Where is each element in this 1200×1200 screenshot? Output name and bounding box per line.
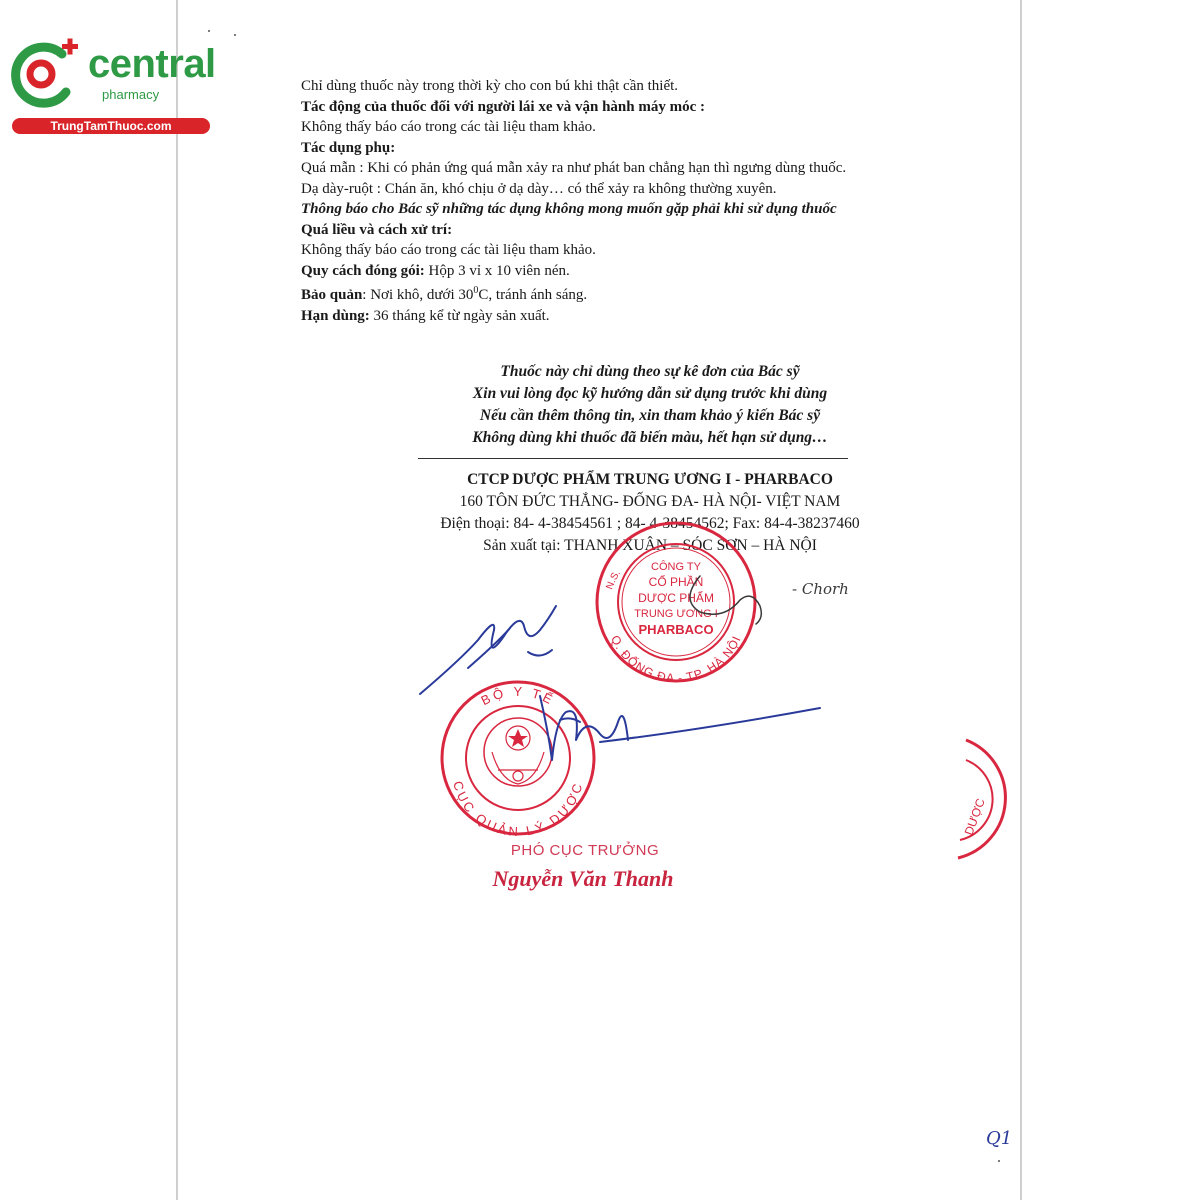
ministry-ring-top-text: BỘ Y TẾ bbox=[478, 683, 558, 709]
partial-stamp bbox=[958, 740, 1005, 858]
signature-pharbaco bbox=[690, 576, 761, 624]
pharbaco-center-line: PHARBACO bbox=[638, 622, 714, 637]
partial-stamp-text: DƯỢC bbox=[961, 796, 988, 838]
heading-driving: Tác động của thuốc đối với người lái xe và vận hành máy móc : bbox=[301, 98, 705, 115]
storage-text-b: C, tránh ánh sáng. bbox=[478, 287, 588, 303]
scan-speck bbox=[208, 30, 210, 32]
pharbaco-ring-top-text: N.S. bbox=[604, 568, 623, 592]
scan-speck bbox=[998, 1160, 1000, 1162]
ministry-stamp bbox=[442, 682, 594, 839]
overdose-text: Không thấy báo cáo trong các tài liệu tham khảo. bbox=[301, 242, 596, 258]
company-name: CTCP DƯỢC PHẨM TRUNG ƯƠNG I - PHARBACO bbox=[467, 471, 833, 488]
side-effect-hypersensitivity: Quá mẫn : Khi có phản ứng quá mẫn xảy ra như phát ban chẳng hạn thì ngưng dùng thuốc. bbox=[301, 160, 847, 176]
prescription-notice bbox=[380, 361, 920, 449]
central-pharmacy-logo[interactable] bbox=[10, 38, 215, 138]
notice-line: Thuốc này chỉ dùng theo sự kê đơn của Bác sỹ bbox=[500, 363, 800, 380]
company-phone: Điện thoại: 84- 4-38454561 ; 84- 4-38454562; Fax: 84-4-38237460 bbox=[440, 515, 860, 532]
storage-text-a: : Nơi khô, dưới 30 bbox=[362, 287, 474, 303]
notice-line: Không dùng khi thuốc đã biến màu, hết hạn sử dụng… bbox=[472, 429, 828, 446]
national-emblem-icon bbox=[484, 718, 552, 786]
expiry-line bbox=[301, 306, 961, 327]
packaging-label: Quy cách đóng gói: bbox=[301, 262, 425, 279]
pharbaco-ring-text: Q. ĐỐNG ĐA - TP. HÀ NỘI bbox=[608, 633, 744, 686]
signature-official bbox=[540, 696, 820, 760]
logo-c-cross-icon bbox=[10, 38, 90, 110]
storage-degree: 0 bbox=[473, 285, 479, 296]
official-name: Nguyễn Văn Thanh bbox=[492, 866, 674, 891]
ministry-ring-bottom-text: CỤC QUẢN LÝ DƯỢC bbox=[450, 779, 586, 840]
page-edge-right bbox=[1020, 0, 1022, 1200]
driving-text: Không thấy báo cáo trong các tài liệu tham khảo. bbox=[301, 119, 596, 135]
page-edge-left bbox=[176, 0, 178, 1200]
packaging-line bbox=[301, 261, 961, 282]
heading-side-effects: Tác dụng phụ: bbox=[301, 139, 396, 156]
notice-line: Nếu cần thêm thông tin, xin tham khảo ý kiến Bác sỹ bbox=[479, 407, 821, 424]
corner-mark: Q1 bbox=[986, 1128, 1013, 1149]
left-margin bbox=[0, 0, 178, 1200]
signature-note: - Chorh bbox=[792, 580, 849, 598]
company-block bbox=[340, 469, 960, 557]
lactation-line: Chỉ dùng thuốc này trong thời kỳ cho con bú khi thật cần thiết. bbox=[301, 78, 679, 94]
expiry-label: Hạn dùng: bbox=[301, 307, 370, 324]
storage-label: Bảo quản bbox=[301, 287, 363, 303]
company-factory: Sản xuất tại: THANH XUÂN – SÓC SƠN – HÀ NỘI bbox=[483, 537, 817, 554]
storage-line bbox=[301, 281, 961, 306]
expiry-text: 36 tháng kể từ ngày sản xuất. bbox=[369, 307, 550, 324]
company-address: 160 TÔN ĐỨC THẮNG- ĐỐNG ĐA- HÀ NỘI- VIỆT NAM bbox=[459, 493, 841, 510]
scan-speck bbox=[234, 34, 236, 36]
signature-company bbox=[420, 606, 556, 694]
divider bbox=[418, 458, 848, 459]
pharbaco-center-line: TRUNG ƯƠNG I bbox=[634, 608, 718, 620]
logo-subtitle: pharmacy bbox=[102, 87, 160, 102]
official-title: PHÓ CỤC TRƯỞNG bbox=[510, 842, 660, 859]
logo-brand: central bbox=[88, 42, 216, 86]
notice-line: Xin vui lòng đọc kỹ hướng dẫn sử dụng trước khi dùng bbox=[472, 385, 828, 402]
heading-overdose: Quá liều và cách xử trí: bbox=[301, 221, 453, 238]
side-effect-notice: Thông báo cho Bác sỹ những tác dụng không mong muốn gặp phải khi sử dụng thuốc bbox=[301, 201, 837, 217]
pharbaco-center-line: DƯỢC PHẨM bbox=[638, 591, 714, 605]
side-effect-gi: Dạ dày-ruột : Chán ăn, khó chịu ở dạ dày… có thể xảy ra không thường xuyên. bbox=[301, 180, 777, 197]
packaging-text: Hộp 3 vỉ x 10 viên nén. bbox=[424, 262, 570, 279]
document-body bbox=[301, 76, 961, 326]
logo-site-badge: TrungTamThuoc.com bbox=[12, 118, 210, 134]
pharbaco-center-line: CÔNG TY bbox=[651, 561, 701, 573]
pharbaco-center-line: CỔ PHẦN bbox=[648, 575, 704, 589]
